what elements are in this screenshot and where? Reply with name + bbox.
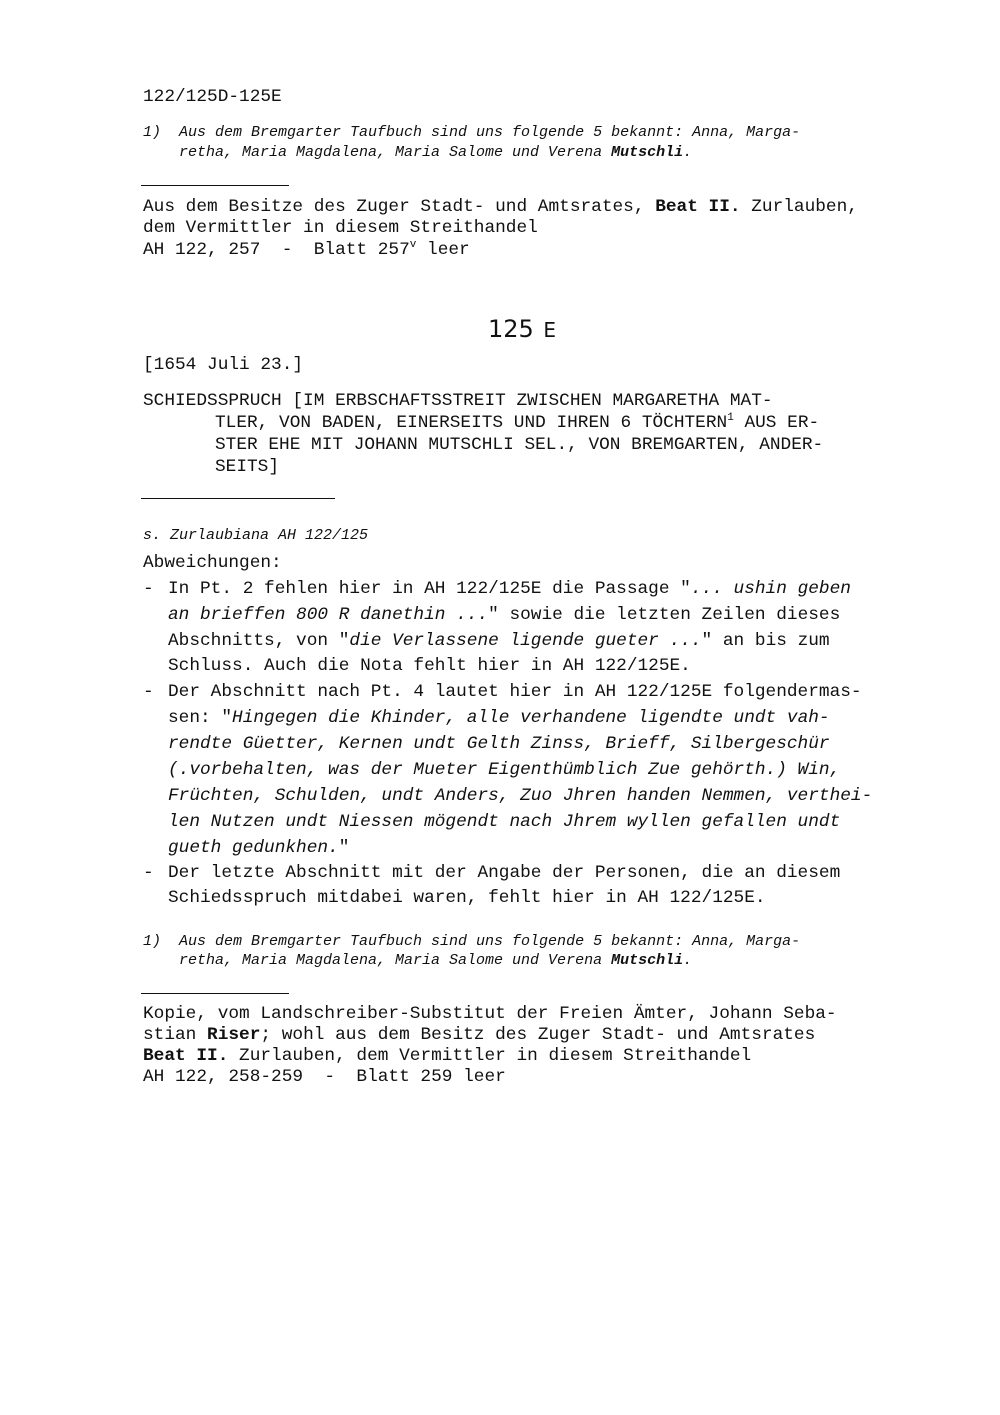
footnote-mark: 1)	[143, 933, 162, 950]
page-reference: 122/125D-125E	[143, 87, 282, 107]
divider	[141, 993, 289, 994]
list-dash: -	[143, 579, 154, 599]
person-name: Beat II.	[655, 197, 741, 217]
document-number: 125 E	[488, 315, 557, 343]
footnote-line: Aus dem Bremgarter Taufbuch sind uns folgende 5 bekannt: Anna, Marga-	[179, 124, 801, 141]
footnote-mark: 1)	[143, 124, 162, 141]
footnote-ref: 1	[727, 412, 734, 424]
footnote-line: retha, Maria Magdalena, Maria Salome und Verena	[179, 144, 612, 161]
divider	[141, 498, 335, 499]
reference-note: s. Zurlaubiana AH 122/125	[143, 527, 369, 544]
list-dash: -	[143, 863, 154, 883]
person-name: Riser	[207, 1025, 261, 1045]
footnote-line: Aus dem Bremgarter Taufbuch sind uns folgende 5 bekannt: Anna, Marga-	[179, 933, 801, 950]
divider	[141, 185, 289, 186]
section-heading: Abweichungen:	[143, 553, 282, 573]
footnote-name: Mutschli	[611, 952, 684, 969]
list-dash: -	[143, 682, 154, 702]
person-name: Beat II.	[143, 1046, 229, 1066]
footnote-line: retha, Maria Magdalena, Maria Salome und Verena	[179, 952, 612, 969]
footnote-name: Mutschli	[611, 144, 684, 161]
document-date: [1654 Juli 23.]	[143, 355, 304, 375]
